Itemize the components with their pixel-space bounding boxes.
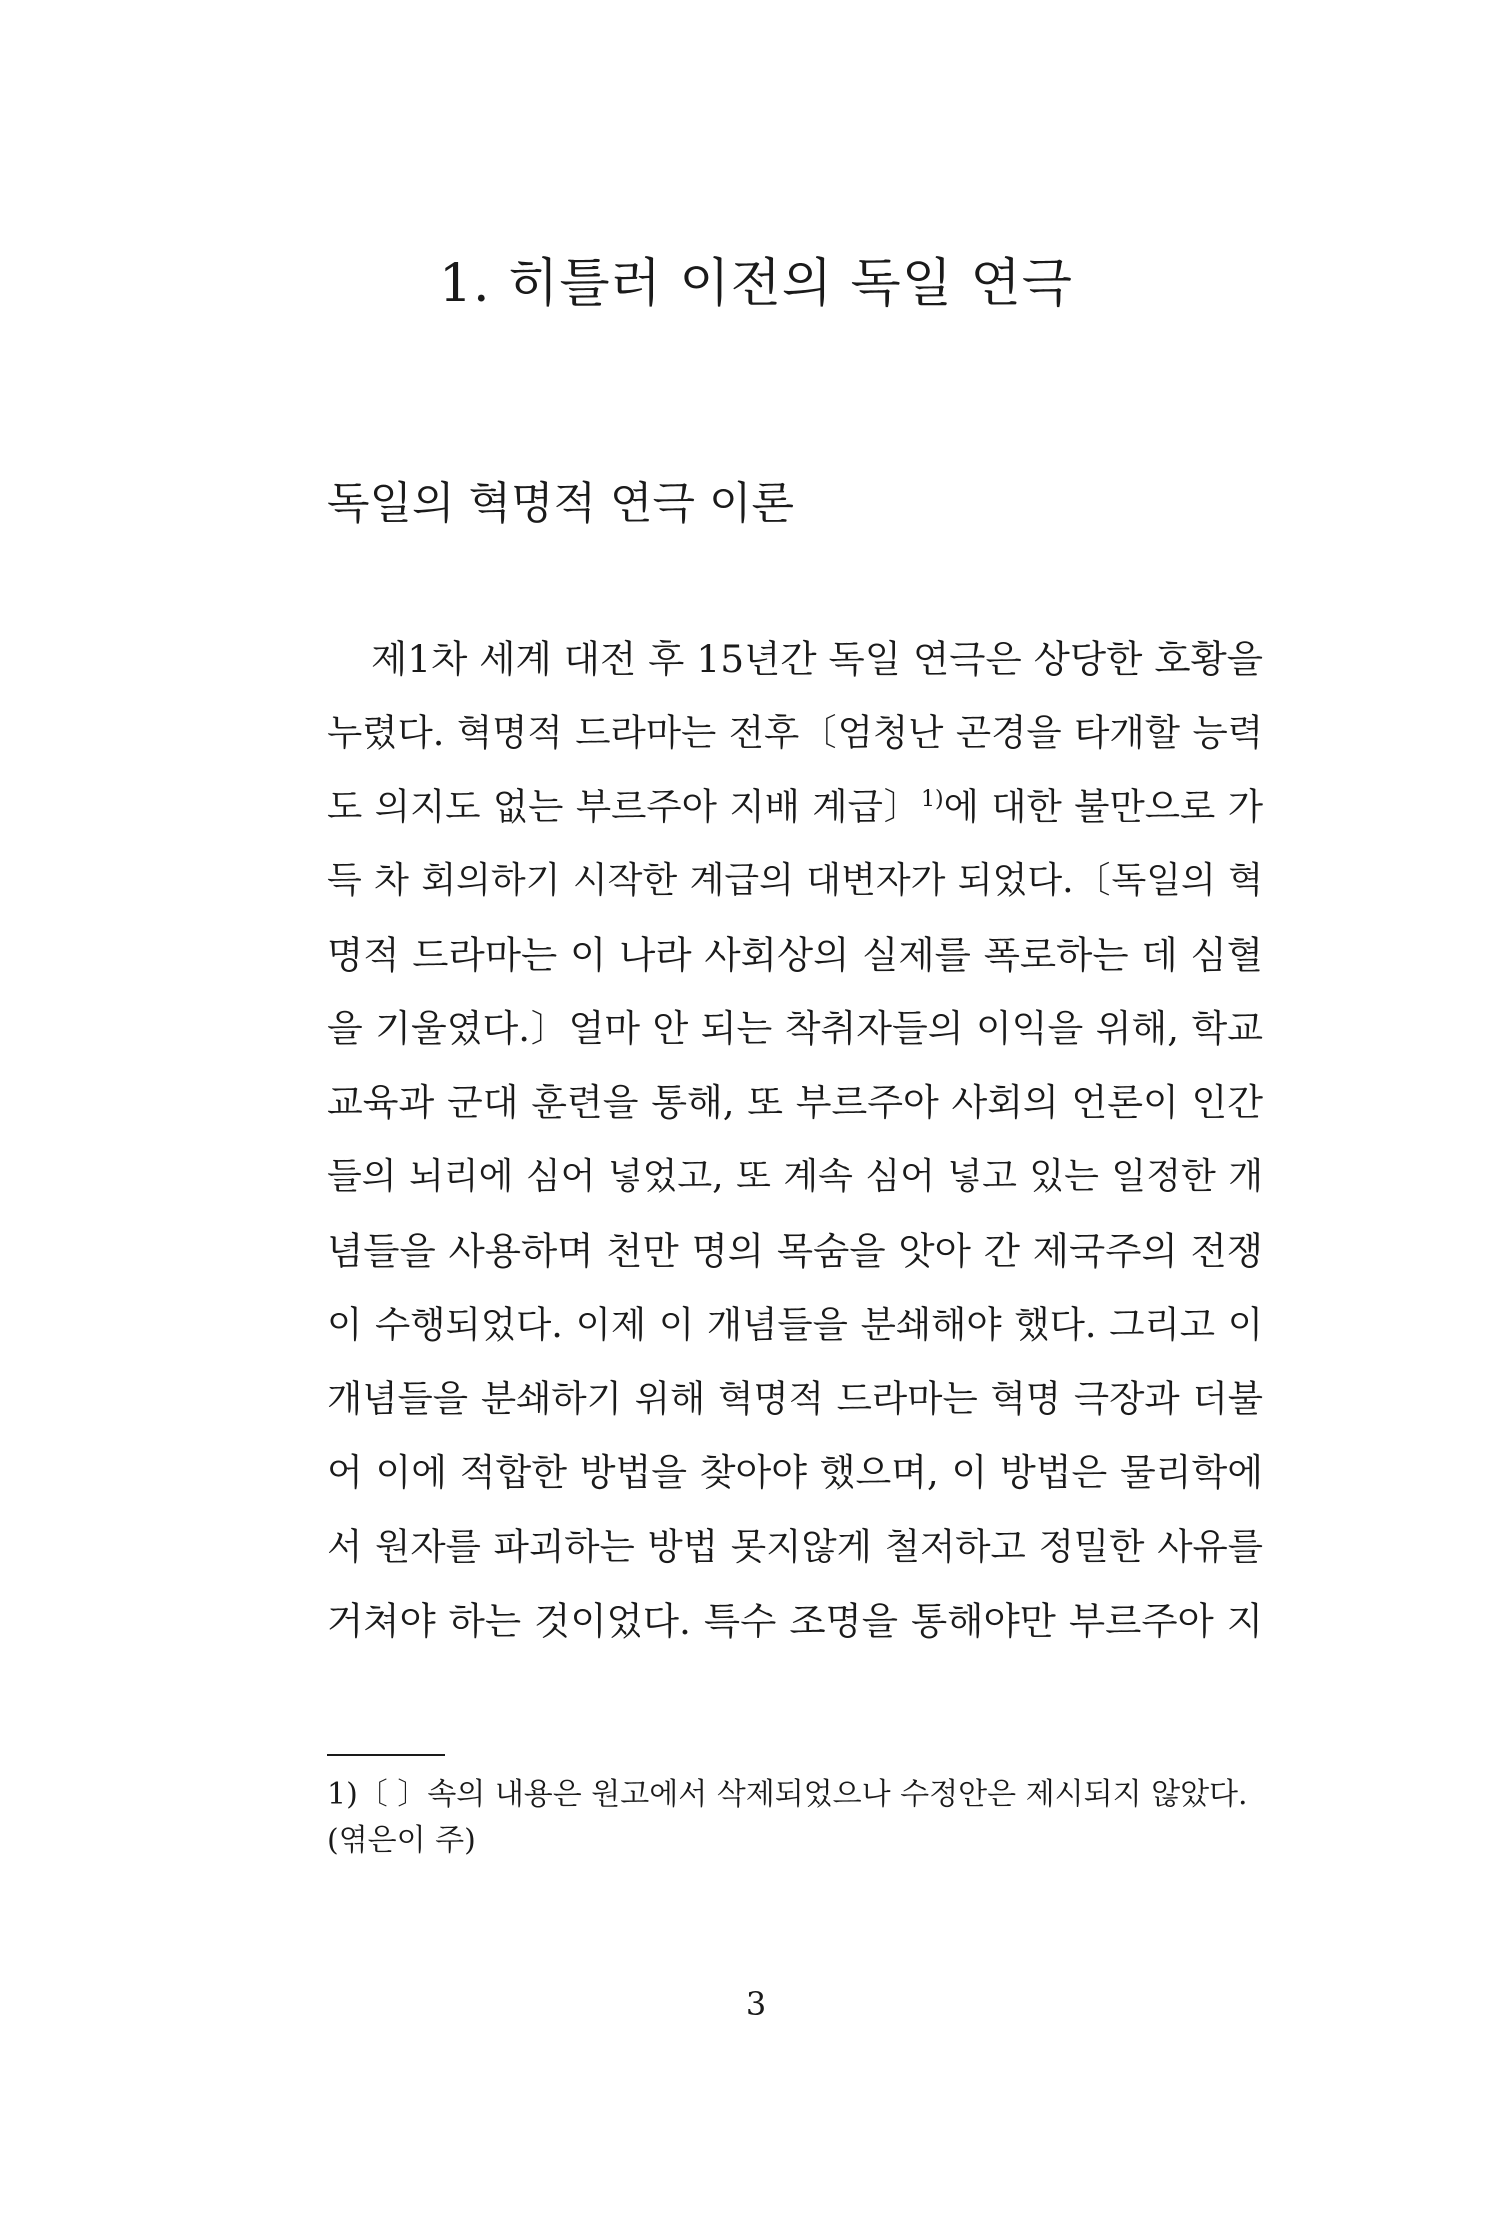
body-line: 득 차 회의하기 시작한 계급의 대변자가 되었다.〔독일의 혁 xyxy=(327,860,1263,901)
body-line: 념들을 사용하며 천만 명의 목숨을 앗아 간 제국주의 전쟁 xyxy=(327,1229,1263,1273)
body-line-tail: 에 대한 불만으로 가 xyxy=(943,785,1263,828)
body-line: 들의 뇌리에 심어 넣었고, 또 계속 심어 넣고 있는 일정한 개 xyxy=(327,1156,1263,1197)
footnote-line: (엮은이 주) xyxy=(327,1823,476,1858)
body-line: 명적 드라마는 이 나라 사회상의 실제를 폭로하는 데 심혈 xyxy=(327,933,1263,977)
page-number: 3 xyxy=(745,1985,767,2023)
body-line-text: 도 의지도 없는 부르주아 지배 계급〕 xyxy=(327,785,921,828)
body-line: 개념들을 분쇄하기 위해 혁명적 드라마는 혁명 극장과 더불 xyxy=(327,1377,1263,1420)
body-line: 제1차 세계 대전 후 15년간 독일 연극은 상당한 호황을 xyxy=(371,637,1263,681)
body-text xyxy=(327,622,1263,1658)
body-line: 누렸다. 혁명적 드라마는 전후〔엄청난 곤경을 타개할 능력 xyxy=(327,711,1263,754)
footnote-line: 1)〔 〕속의 내용은 원고에서 삭제되었으나 수정안은 제시되지 않았다. xyxy=(327,1777,1248,1812)
body-line-with-footnote xyxy=(327,770,1263,844)
body-line: 을 기울였다.〕얼마 안 되는 착취자들의 이익을 위해, 학교 xyxy=(327,1007,1263,1050)
chapter-title: 1. 히틀러 이전의 독일 연극 xyxy=(438,254,1074,314)
footnote-divider xyxy=(327,1754,445,1756)
footnote-reference[interactable]: 1) xyxy=(921,786,944,812)
body-line: 서 원자를 파괴하는 방법 못지않게 철저하고 정밀한 사유를 xyxy=(327,1525,1263,1568)
body-line: 어 이에 적합한 방법을 찾아야 했으며, 이 방법은 물리학에 xyxy=(327,1451,1263,1494)
body-line: 교육과 군대 훈련을 통해, 또 부르주아 사회의 언론이 인간 xyxy=(327,1081,1263,1124)
body-line: 이 수행되었다. 이제 이 개념들을 분쇄해야 했다. 그리고 이 xyxy=(327,1303,1263,1346)
section-heading: 독일의 혁명적 연극 이론 xyxy=(327,478,794,529)
body-line: 거쳐야 하는 것이었다. 특수 조명을 통해야만 부르주아 지 xyxy=(327,1599,1263,1643)
footnote xyxy=(327,1772,1263,1864)
